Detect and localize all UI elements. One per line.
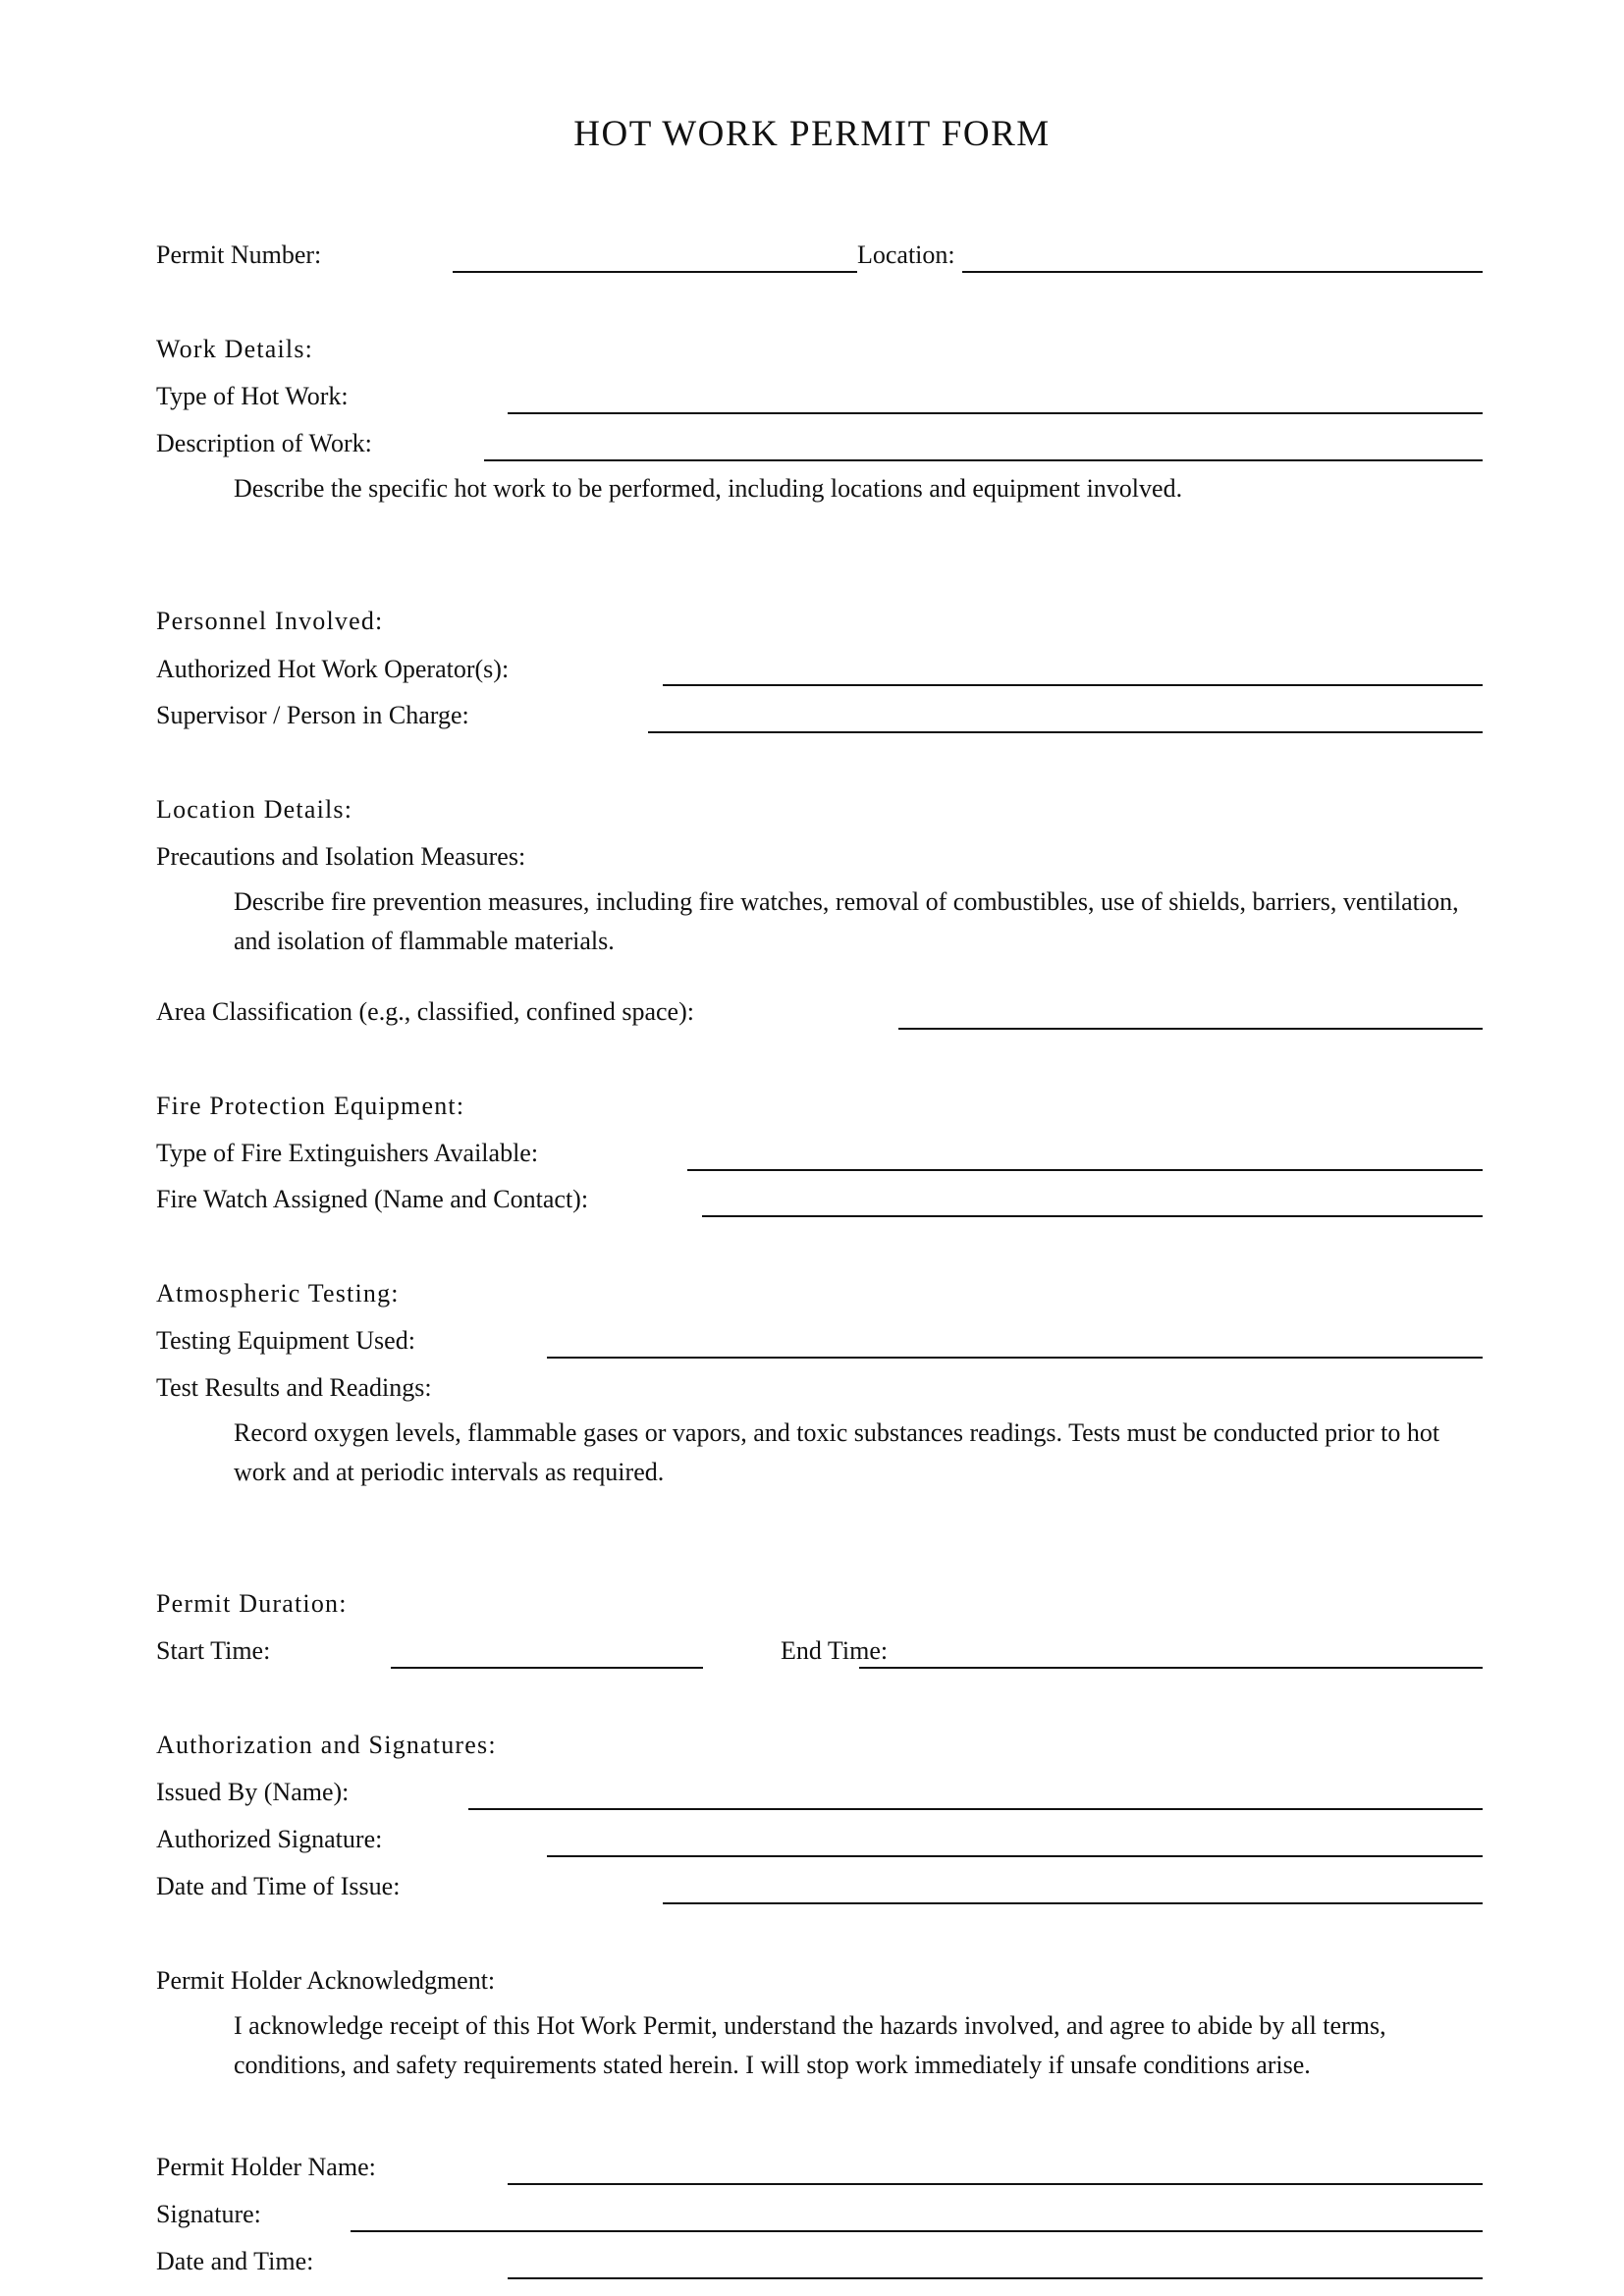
acknowledgment-text: I acknowledge receipt of this Hot Work Permit, understand the hazards involved, and agree to abide by all terms, conditions, and safety requirements stated herein. I will stop work immediately if unsafe conditions arise.	[234, 2011, 1386, 2079]
authorization-heading: Authorization and Signatures:	[156, 1731, 497, 1759]
testing-equipment-label: Testing Equipment Used:	[156, 1326, 415, 1355]
personnel-involved-heading: Personnel Involved:	[156, 607, 384, 635]
permit-number-label: Permit Number:	[156, 240, 322, 269]
supervisor-field[interactable]	[648, 731, 1483, 733]
authorized-signature-label: Authorized Signature:	[156, 1825, 383, 1853]
description-of-work-label: Description of Work:	[156, 429, 372, 457]
end-time-field[interactable]	[859, 1667, 1483, 1669]
issued-by-label: Issued By (Name):	[156, 1778, 350, 1806]
test-results-label: Test Results and Readings:	[156, 1373, 432, 1402]
description-of-work-field[interactable]	[484, 459, 1483, 461]
precautions-label: Precautions and Isolation Measures:	[156, 842, 526, 871]
type-of-hot-work-field[interactable]	[508, 412, 1483, 414]
permit-holder-name-field[interactable]	[508, 2183, 1483, 2185]
work-description-instruction: Describe the specific hot work to be performed, including locations and equipment involved.	[234, 474, 1183, 503]
location-details-heading: Location Details:	[156, 795, 353, 824]
holder-signature-field[interactable]	[351, 2230, 1483, 2232]
type-of-hot-work-label: Type of Hot Work:	[156, 382, 349, 410]
fire-protection-heading: Fire Protection Equipment:	[156, 1092, 465, 1120]
acknowledgment-heading: Permit Holder Acknowledgment:	[156, 1966, 496, 1995]
end-time-label: End Time:	[781, 1636, 889, 1665]
atmospheric-testing-heading: Atmospheric Testing:	[156, 1279, 400, 1308]
authorized-operators-field[interactable]	[663, 684, 1483, 686]
location-field[interactable]	[962, 271, 1483, 273]
start-time-label: Start Time:	[156, 1636, 271, 1665]
issued-by-field[interactable]	[468, 1808, 1483, 1810]
area-classification-label: Area Classification (e.g., classified, confined space):	[156, 997, 694, 1026]
date-of-issue-field[interactable]	[663, 1902, 1483, 1904]
start-time-field[interactable]	[391, 1667, 703, 1669]
holder-date-field[interactable]	[508, 2277, 1483, 2279]
fire-extinguishers-field[interactable]	[687, 1169, 1483, 1171]
date-of-issue-label: Date and Time of Issue:	[156, 1872, 401, 1900]
fire-watch-field[interactable]	[702, 1215, 1483, 1217]
permit-duration-heading: Permit Duration:	[156, 1589, 348, 1618]
holder-signature-label: Signature:	[156, 2200, 261, 2228]
authorized-signature-field[interactable]	[547, 1855, 1483, 1857]
precautions-instruction: Describe fire prevention measures, including fire watches, removal of combustibles, use of shields, barriers, ventilation, and isolation of flammable materials.	[234, 887, 1459, 955]
holder-date-label: Date and Time:	[156, 2247, 314, 2275]
work-details-heading: Work Details:	[156, 335, 314, 363]
testing-equipment-field[interactable]	[547, 1357, 1483, 1359]
permit-number-field[interactable]	[453, 271, 857, 273]
supervisor-label: Supervisor / Person in Charge:	[156, 701, 469, 729]
location-label: Location:	[857, 240, 955, 269]
permit-holder-name-label: Permit Holder Name:	[156, 2153, 376, 2181]
authorized-operators-label: Authorized Hot Work Operator(s):	[156, 655, 510, 683]
fire-extinguishers-label: Type of Fire Extinguishers Available:	[156, 1139, 539, 1167]
area-classification-field[interactable]	[898, 1028, 1483, 1030]
fire-watch-label: Fire Watch Assigned (Name and Contact):	[156, 1185, 589, 1213]
form-title: HOT WORK PERMIT FORM	[573, 114, 1051, 154]
test-results-instruction: Record oxygen levels, flammable gases or vapors, and toxic substances readings. Tests must be conducted prior to hot work and at periodic intervals as required.	[234, 1418, 1440, 1486]
